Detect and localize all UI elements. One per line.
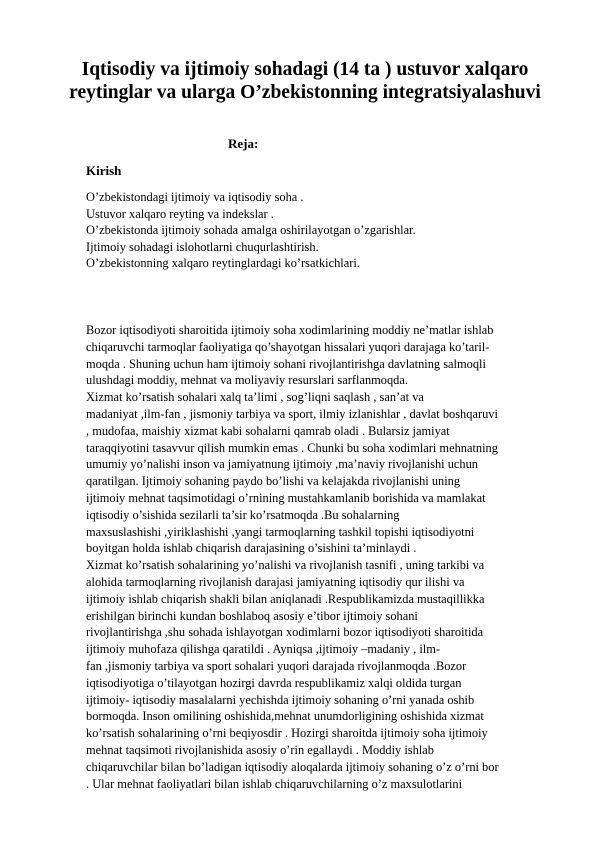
- body-text-line: Xizmat ko’rsatish sohalari xalq ta’limi , sog’liqni saqlash , san’at va: [86, 390, 424, 405]
- plan-item: O’zbekistonning xalqaro reytinglardagi ko’rsatkichlari.: [86, 256, 360, 270]
- body-text-line: boyitgan holda ishlab chiqarish darajasining o’sishini ta’minlaydi .: [86, 541, 417, 556]
- body-text-line: iqtisodiyotiga o’tilayotgan hozirgi davrda respublikamiz xalqi oldida turgan: [86, 675, 462, 690]
- body-text-line: ijtimoiy muhofaza qilishga qaratildi . Ayniqsa ,ijtimoiy –madaniy , ilm-: [86, 642, 441, 657]
- body-text-line: chiqaruvchilar bilan bo’ladigan iqtisodiy aloqalarda ijtimoiy sohaning o’z o’rni bor: [86, 759, 499, 774]
- body-text-line: iqtisodiy o’sishida sezilarli ta’sir ko’rsatmoqda .Bu sohalarning: [86, 507, 400, 522]
- body-text-line: Bozor iqtisodiyoti sharoitida ijtimoiy soha xodimlarining moddiy ne’matlar ishlab: [86, 323, 494, 337]
- body-text-line: rivojlantirishga ,shu sohada ishlayotgan xodimlarni bozor iqtisodiyoti sharoitida: [86, 625, 484, 640]
- body-text-line: qaratilgan. Ijtimoiy sohaning paydo bo’lishi va kelajakda rivojlanishi uning: [86, 474, 461, 489]
- body-text-line: mehnat taqsimoti rivojlanishida asosiy o’rin egallaydi . Moddiy ishlab: [86, 742, 434, 757]
- plan-list: [86, 189, 566, 272]
- body-text-line: ijtimoiy- iqtisodiy masalalarni yechishda ijtimoiy sohaning o’rni yanada oshib: [86, 692, 475, 707]
- body-text-line: Xizmat ko’rsatish sohalarining yo’nalishi va rivojlanish tasnifi , uning tarkibi va: [86, 558, 485, 573]
- intro-heading: Kirish: [86, 163, 122, 178]
- body-text: [86, 322, 566, 792]
- plan-item: Ustuvor xalqaro reyting va indekslar .: [86, 206, 274, 221]
- body-text-line: bormoqda. Inson omilining oshishida,mehnat unumdorligining oshishida xizmat: [86, 709, 484, 724]
- body-text-line: madaniyat ,ilm-fan , jismoniy tarbiya va sport, ilmiy izlanishlar , davlat boshqaruvi: [86, 406, 498, 421]
- document-title: Iqtisodiy va ijtimoiy sohadagi (14 ta ) ustuvor xalqaro reytinglar va ularga O’zbekistonning integratsiyalashuvi: [69, 59, 541, 103]
- body-text-line: erishilgan birinchi kundan boshlaboq asosiy e’tibor ijtimoiy sohani: [86, 608, 418, 623]
- plan-item: Ijtimoiy sohadagi islohotlarni chuqurlashtirish.: [86, 239, 319, 254]
- body-text-line: ulushdagi moddiy, mehnat va moliyaviy resurslari sarflanmoqda.: [86, 373, 408, 388]
- body-text-line: ijtimoiy ishlab chiqarish shakli bilan aniqlanadi .Respublikamizda mustaqillikka: [86, 591, 485, 606]
- plan-item: O’zbekistonda ijtimoiy sohada amalga oshirilayotgan o’zgarishlar.: [86, 223, 416, 237]
- body-text-line: . Ular mehnat faoliyatlari bilan ishlab chiqaruvchilarning o’z maxsulotlarini: [86, 776, 463, 791]
- body-text-line: ijtimoiy mehnat taqsimotidagi o’rnining mustahkamlanib borishida va mamlakat: [86, 490, 486, 505]
- body-text-line: alohida tarmoqlarning rivojlanish darajasi jamiyatning iqtisodiy qur ilishi va: [86, 574, 465, 589]
- body-text-line: maxsuslashishi ,yiriklashishi ,yangi tarmoqlarning tashkil topishi iqtisodiyotni: [86, 524, 475, 539]
- body-text-line: chiqaruvchi tarmoqlar faoliyatiga qo’shayotgan hissalari yuqori darajaga ko’taril-: [86, 339, 490, 354]
- body-text-line: taraqqiyotini tasavvur qilish mumkin emas . Chunki bu soha xodimlari mehnatning: [86, 440, 498, 455]
- body-text-line: ko’rsatish sohalarining o’rni beqiyosdir . Hozirgi sharoitda ijtimoiy soha ijtimoiy: [86, 726, 488, 741]
- plan-item: O’zbekistondagi ijtimoiy va iqtisodiy soha .: [86, 190, 304, 204]
- body-text-line: moqda . Shuning uchun ham ijtimoiy sohani rivojlantirishga davlatning salmoqli: [86, 356, 486, 371]
- body-text-line: , mudofaa, maishiy xizmat kabi sohalarni qamrab oladi . Bularsiz jamiyat: [86, 423, 450, 438]
- plan-heading: Reja:: [228, 136, 259, 151]
- body-text-line: umumiy yo’nalishi inson va jamiyatnung ijtimoiy ,ma’naviy rivojlanishi uchun: [86, 457, 478, 472]
- body-text-line: fan ,jismoniy tarbiya va sport sohalari yuqori darajada rivojlanmoqda .Bozor: [86, 658, 467, 673]
